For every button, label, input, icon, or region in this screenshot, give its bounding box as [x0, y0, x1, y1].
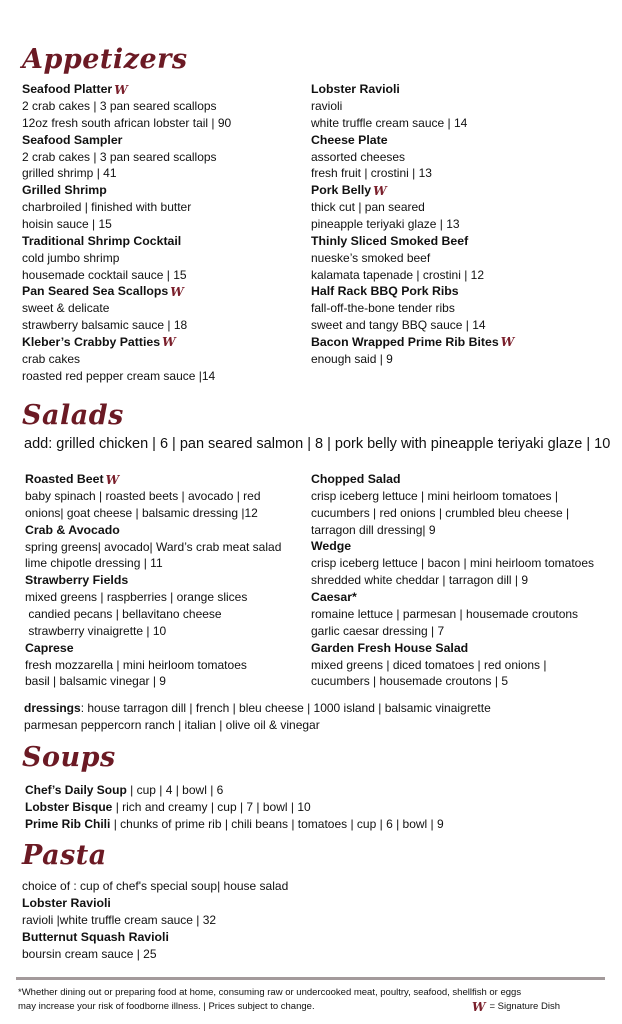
menu-item-name: [311, 233, 601, 250]
appetizers-right-column: [311, 81, 601, 368]
dressings-label: dressings: [24, 701, 81, 715]
menu-item-name: [22, 233, 312, 250]
menu-item: [22, 283, 312, 334]
footer-divider: [16, 977, 605, 980]
menu-item-description: 12oz fresh south african lobster tail | 90: [22, 115, 232, 130]
menu-item-name: [311, 589, 601, 606]
menu-item: [311, 283, 601, 334]
dressings-line-2: parmesan peppercorn ranch | italian | olive oil & vinegar: [24, 718, 320, 732]
menu-item-description: lime chipotle dressing | 11: [25, 556, 163, 571]
menu-item-description: garlic caesar dressing | 7: [311, 623, 445, 638]
menu-item: [22, 233, 312, 284]
menu-item-name: [22, 182, 312, 199]
footnote: [18, 986, 521, 1014]
menu-item-title: Kleber’s Crabby Patties: [22, 334, 161, 349]
menu-item-description: tarragon dill dressing| 9: [311, 522, 436, 537]
signature-legend-label: = Signature Dish: [489, 1001, 560, 1012]
menu-item-description: mixed greens | raspberries | orange slices: [25, 590, 248, 605]
menu-item-description: cucumbers | housemade croutons | 5: [311, 674, 509, 689]
menu-item: [25, 572, 315, 639]
menu-item-name: [311, 182, 601, 199]
menu-item-title: Seafood Platter: [22, 82, 113, 96]
signature-dish-icon: W: [170, 284, 184, 299]
appetizers-heading: Appetizers: [22, 44, 188, 75]
menu-item-name: [22, 132, 312, 149]
menu-item-name: [25, 471, 315, 488]
dressings-line-1: : house tarragon dill | french | bleu cheese | 1000 island | balsamic vinaigrette: [80, 701, 491, 715]
menu-item-description: crab cakes: [22, 351, 81, 366]
soup-name: Prime Rib Chili: [25, 816, 111, 831]
soup-name: Lobster Bisque: [25, 799, 113, 814]
menu-item-description: charbroiled | finished with butter: [22, 200, 192, 215]
menu-item-title: Grilled Shrimp: [22, 183, 107, 198]
menu-item: [25, 640, 315, 691]
menu-item-description: spring greens| avocado| Ward’s crab meat salad: [25, 539, 282, 554]
menu-item-description: housemade cocktail sauce | 15: [22, 267, 187, 282]
menu-item-description: strawberry balsamic sauce | 18: [22, 318, 188, 333]
soup-detail: | chunks of prime rib | chili beans | tomatoes | cup | 6 | bowl | 9: [110, 816, 444, 831]
menu-item-name: [311, 334, 601, 351]
menu-item-description: 2 crab cakes | 3 pan seared scallops: [22, 99, 217, 113]
appetizers-left-column: [22, 81, 312, 385]
menu-item-title: Cheese Plate: [311, 132, 388, 147]
menu-item-name: [311, 538, 601, 555]
menu-item-description: crisp iceberg lettuce | mini heirloom tomatoes |: [311, 489, 559, 503]
menu-item-title: Pan Seared Sea Scallops: [22, 284, 169, 299]
signature-dish-icon: W: [105, 472, 120, 487]
menu-item-description: candied pecans | bellavitano cheese: [25, 606, 222, 621]
menu-item-description: pineapple teriyaki glaze | 13: [311, 216, 460, 231]
menu-item-name: [25, 572, 315, 589]
menu-item-description: shredded white cheddar | tarragon dill | 9: [311, 573, 529, 588]
menu-item-description: sweet and tangy BBQ sauce | 14: [311, 318, 486, 333]
menu-item-title: Garden Fresh House Salad: [311, 640, 469, 655]
menu-item-title: Crab & Avocado: [25, 522, 120, 537]
pasta-intro: choice of : cup of chef's special soup| house salad: [22, 879, 289, 893]
soup-detail: | rich and creamy | cup | 7 | bowl | 10: [112, 799, 311, 814]
menu-item-description: romaine lettuce | parmesan | housemade croutons: [311, 606, 579, 621]
menu-item-name: [311, 640, 601, 657]
menu-item-title: Roasted Beet: [25, 472, 104, 486]
menu-item-name: [22, 334, 312, 351]
menu-item-title: Half Rack BBQ Pork Ribs: [311, 284, 459, 299]
menu-item-description: fresh mozzarella | mini heirloom tomatoes: [25, 657, 247, 672]
menu-item-description: fall-off-the-bone tender ribs: [311, 301, 455, 316]
menu-item: [22, 132, 312, 183]
soup-item: [25, 816, 444, 833]
soups-list: [25, 782, 444, 832]
signature-dish-icon: W: [162, 335, 176, 350]
menu-item-description: ravioli: [311, 99, 343, 113]
menu-item-description: ravioli |white truffle cream sauce | 32: [22, 912, 217, 927]
menu-item: [311, 471, 601, 538]
menu-item: [311, 640, 601, 691]
salads-left-column: [25, 471, 315, 690]
menu-item: [311, 81, 601, 132]
menu-item-title: Caprese: [25, 640, 74, 655]
menu-item-description: roasted red pepper cream sauce |14: [22, 368, 216, 383]
soup-item: [25, 782, 444, 799]
menu-item-name: Lobster Ravioli: [22, 895, 111, 910]
signature-dish-icon: W: [472, 1000, 486, 1014]
pasta-heading: Pasta: [22, 840, 107, 871]
footnote-line-1: *Whether dining out or preparing food at home, consuming raw or undercooked meat, poultry, seafood, shellfish or eggs: [18, 987, 522, 998]
menu-item: [311, 334, 601, 368]
signature-dish-icon: W: [373, 183, 387, 198]
salads-right-column: [311, 471, 601, 690]
menu-item-title: Bacon Wrapped Prime Rib Bites: [311, 334, 499, 349]
menu-item-title: Wedge: [311, 539, 352, 554]
salad-addons: add: grilled chicken | 6 | pan seared salmon | 8 | pork belly with pineapple teriyaki glaze | 10: [24, 436, 611, 452]
soup-item: [25, 799, 444, 816]
menu-item-title: Strawberry Fields: [25, 573, 129, 588]
menu-item-description: 2 crab cakes | 3 pan seared scallops: [22, 149, 217, 164]
soup-detail: | cup | 4 | bowl | 6: [126, 783, 224, 797]
menu-item: [25, 522, 315, 573]
menu-item-description: nueske’s smoked beef: [311, 250, 431, 265]
menu-item: [311, 132, 601, 183]
menu-item-name: [22, 283, 312, 300]
menu-item-description: hoisin sauce | 15: [22, 216, 112, 231]
menu-item-description: crisp iceberg lettuce | bacon | mini heirloom tomatoes: [311, 556, 595, 571]
signature-legend: [470, 1000, 560, 1014]
menu-item-title: Pork Belly: [311, 183, 372, 198]
menu-item-description: fresh fruit | crostini | 13: [311, 166, 432, 181]
menu-item-name: [22, 81, 312, 98]
menu-item-description: boursin cream sauce | 25: [22, 946, 157, 961]
menu-item-description: assorted cheeses: [311, 149, 406, 164]
soups-heading: Soups: [22, 742, 116, 773]
menu-item-title: Chopped Salad: [311, 472, 401, 486]
pasta-list: [22, 878, 422, 962]
menu-item-description: enough said | 9: [311, 351, 393, 366]
menu-item-description: thick cut | pan seared: [311, 200, 425, 215]
menu-item-name: [311, 471, 601, 488]
menu-item-title: Thinly Sliced Smoked Beef: [311, 233, 469, 248]
menu-item-name: [311, 283, 601, 300]
dressings-list: [24, 700, 491, 734]
menu-item: [311, 538, 601, 589]
menu-item-name: [311, 132, 601, 149]
menu-item-description: sweet & delicate: [22, 301, 110, 316]
menu-item: [311, 589, 601, 640]
menu-item: [311, 233, 601, 284]
signature-dish-icon: W: [114, 82, 128, 97]
menu-item-title: Caesar*: [311, 589, 357, 604]
menu-item-description: baby spinach | roasted beets | avocado | red: [25, 489, 261, 503]
menu-item-description: kalamata tapenade | crostini | 12: [311, 267, 485, 282]
menu-item-title: Seafood Sampler: [22, 132, 123, 147]
menu-item-title: Lobster Ravioli: [311, 82, 400, 96]
menu-item: [22, 81, 312, 132]
menu-item-description: strawberry vinaigrette | 10: [25, 623, 167, 638]
menu-item: [311, 182, 601, 233]
menu-item-name: [25, 640, 315, 657]
menu-item-description: mixed greens | diced tomatoes | red onions |: [311, 657, 547, 672]
menu-item-name: Butternut Squash Ravioli: [22, 929, 169, 944]
footnote-line-2: may increase your risk of foodborne illness. | Prices subject to change.: [18, 1001, 315, 1012]
menu-item-description: basil | balsamic vinegar | 9: [25, 674, 166, 689]
salads-heading: Salads: [22, 400, 124, 431]
menu-item-description: cucumbers | red onions | crumbled bleu cheese |: [311, 505, 570, 520]
menu-item-title: Traditional Shrimp Cocktail: [22, 233, 182, 248]
menu-item-description: white truffle cream sauce | 14: [311, 115, 468, 130]
menu-item-name: [311, 81, 601, 98]
menu-item-description: onions| goat cheese | balsamic dressing |12: [25, 505, 258, 520]
menu-item: [22, 182, 312, 233]
menu-item: [22, 334, 312, 385]
signature-dish-icon: W: [500, 335, 515, 350]
menu-item-description: grilled shrimp | 41: [22, 166, 117, 181]
menu-item-description: cold jumbo shrimp: [22, 250, 120, 265]
soup-name: Chef’s Daily Soup: [25, 783, 127, 797]
menu-item: [25, 471, 315, 522]
menu-item-name: [25, 522, 315, 539]
